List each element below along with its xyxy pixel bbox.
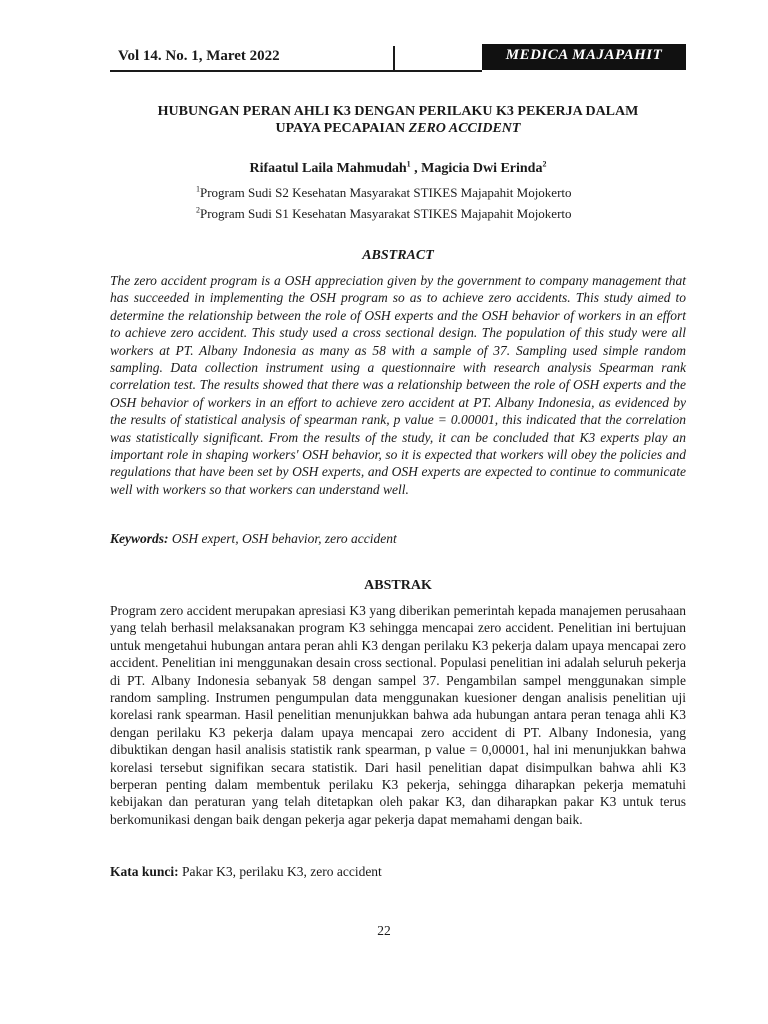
affiliation-2: [196, 206, 572, 222]
title-line-2-italic: ZERO ACCIDENT: [408, 121, 521, 136]
title-line-2-text: UPAYA PECAPAIAN: [275, 121, 409, 136]
affiliation-2-text: Program Sudi S1 Kesehatan Masyarakat STIKES Majapahit Mojokerto: [200, 206, 572, 221]
author-2: Magicia Dwi Erinda: [421, 161, 543, 176]
title-line-2: [110, 120, 686, 137]
title-line-1: HUBUNGAN PERAN AHLI K3 DENGAN PERILAKU K3 PEKERJA DALAM: [157, 104, 639, 119]
header-divider: [393, 46, 395, 72]
affiliation-2-mark: 2: [196, 205, 200, 215]
paper-title: [110, 103, 686, 137]
author-1: Rifaatul Laila Mahmudah: [249, 161, 407, 176]
kata-kunci-label: Kata kunci:: [110, 864, 179, 879]
kata-kunci-values: Pakar K3, perilaku K3, zero accident: [178, 864, 382, 879]
abstrak-heading: ABSTRAK: [364, 578, 432, 593]
affiliation-1-text: Program Sudi S2 Kesehatan Masyarakat STIKES Majapahit Mojokerto: [200, 185, 572, 200]
abstract-heading: ABSTRACT: [362, 248, 434, 263]
author-separator: ,: [410, 161, 422, 176]
abstract-body: The zero accident program is a OSH appreciation given by the government to company management that has succeeded in implementing the OSH program so as to achieve zero accidents. This study aimed to determine the relationship between the role of OSH experts and the OSH behavior of workers in an effort to achieve zero accident. This study used a cross sectional design. The population of this study were all workers at PT. Albany Indonesia as many as 58 with a sample of 37. Sampling used simple random sampling. Data collection instrument using a questionnaire with research analysis Spearman rank correlation test. The results showed that there was a relationship between the role of OSH experts and the OSH behavior of workers in an effort to achieve zero accident at PT. Albany Indonesia, as evidenced by the results of statistical analysis of spearman rank, p value = 0.00001, this indicated that the correlation was statistically significant. From the results of the study, it can be concluded that K3 experts play an important role in shaping workers' OSH behavior, so it is expected that workers will obey the policies and regulations that have been set by OSH experts, and OSH experts are expected to continue to communicate well with workers so that workers can understand well.: [110, 273, 686, 497]
running-header: [110, 44, 686, 74]
affiliation-1: [196, 185, 572, 201]
keywords-label: Keywords:: [110, 531, 169, 546]
author-list: [110, 161, 686, 177]
journal-name-badge: MEDICA MAJAPAHIT: [482, 44, 686, 70]
kata-kunci-line: [110, 864, 686, 880]
keywords-values: OSH expert, OSH behavior, zero accident: [168, 531, 397, 546]
keywords-line: [110, 531, 686, 547]
author-2-affil-mark: 2: [542, 159, 547, 169]
affiliation-1-mark: 1: [196, 184, 200, 194]
abstrak-body: Program zero accident merupakan apresiasi K3 yang diberikan pemerintah kepada manajemen perusahaan yang telah berhasil melaksanakan program K3 sehingga mencapai zero accident. Penelitian ini bertujuan untuk mengetahui hubungan antara peran ahli K3 dengan perilaku K3 pekerja dalam upaya mencapai zero accident. Penelitian ini menggunakan desain cross sectional. Populasi penelitian ini adalah seluruh pekerja di PT. Albany Indonesia sebanyak 58 dengan sampel 37. Pengambilan sampel menggunakan simple random sampling. Instrumen pengumpulan data menggunakan kuesioner dengan analisis penelitian uji korelasi rank spearman. Hasil penelitian menunjukkan bahwa ada hubungan antara peran tenaga ahli K3 dengan perilaku K3 pekerja dalam upaya mencapai zero accident di PT. Albany Indonesia, yang dibuktikan dengan hasil analisis statistik rank spearman, p value = 0,00001, hal ini menunjukkan bahwa korelasi tersebut signifikan secara statistik. Dari hasil penelitian dapat disimpulkan bahwa ahli K3 berperan penting dalam membentuk perilaku K3 pekerja, sehingga diharapkan pekerja mematuhi kebijakan dan peraturan yang telah ditetapkan oleh pakar K3, dan diharapkan pakar K3 untuk terus berkomunikasi dengan baik dengan pekerja agar pekerja dapat memahami dengan baik.: [110, 603, 686, 827]
page-number: 22: [377, 923, 391, 938]
author-1-affil-mark: 1: [406, 159, 411, 169]
volume-issue: Vol 14. No. 1, Maret 2022: [118, 48, 280, 64]
header-rule: [110, 70, 482, 72]
